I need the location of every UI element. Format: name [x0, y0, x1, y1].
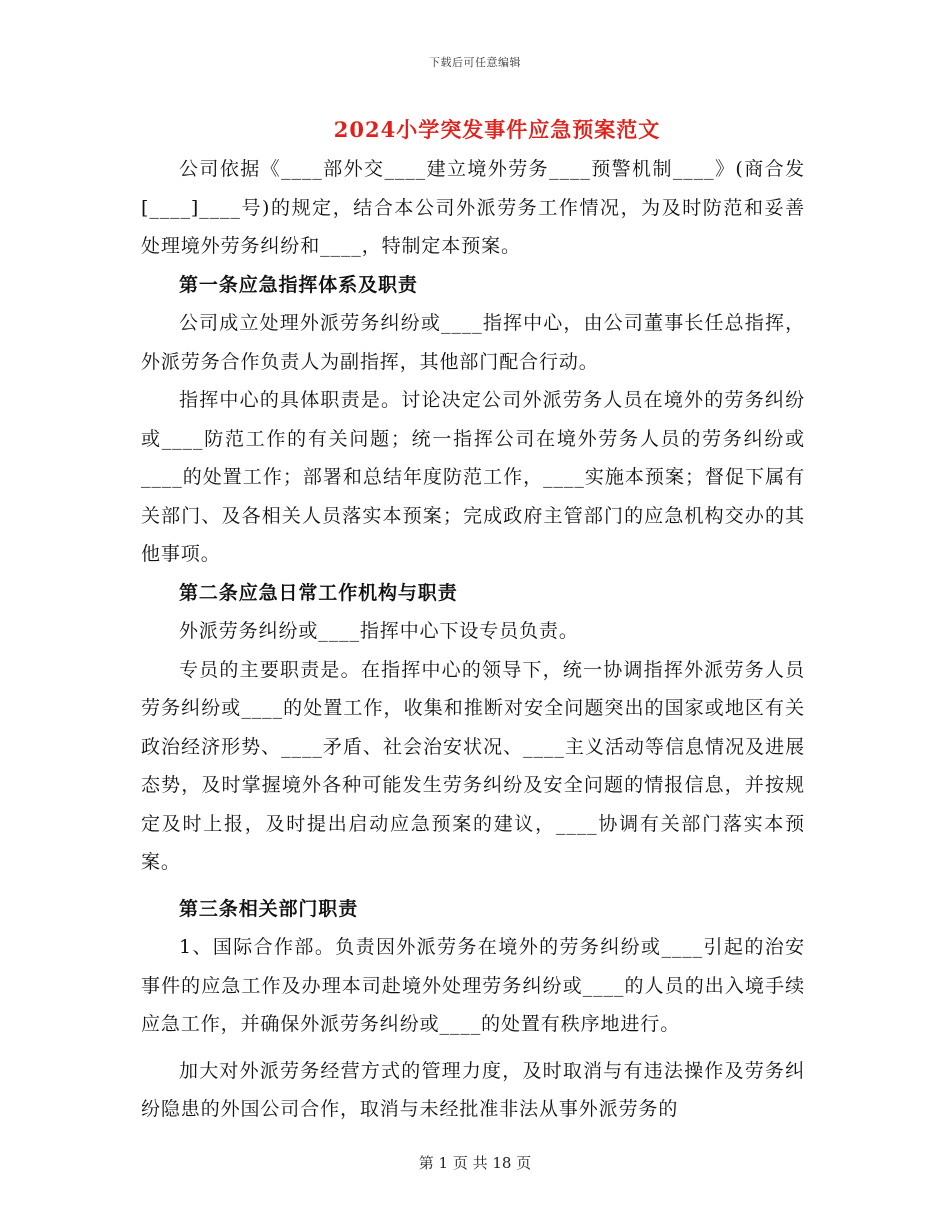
document-body	[141, 150, 805, 1129]
paragraph: 加大对外派劳务经营方式的管理力度，及时取消与有违法操作及劳务纠纷隐患的外国公司合作，取消与未经批准非法从事外派劳务的	[141, 1059, 805, 1120]
paragraph-intro: 公司依据《____部外交____建立境外劳务____预警机制____》(商合发[____]____号)的规定，结合本公司外派劳务工作情况，为及时防范和妥善处理境外劳务纠纷和____，特制定本预案。	[141, 158, 805, 257]
header-note: 下载后可任意编辑	[429, 56, 521, 69]
paragraph: 指挥中心的具体职责是。讨论决定公司外派劳务人员在境外的劳务纠纷或____防范工作的有关问题；统一指挥公司在境外劳务人员的劳务纠纷或____的处置工作；部署和总结年度防范工作，____实施本预案；督促下属有关部门、及各相关人员落实本预案；完成政府主管部门的应急机构交办的其他事项。	[141, 389, 805, 565]
page-number: 第 1 页 共 18 页	[418, 1154, 532, 1172]
section-heading-3: 第三条相关部门职责	[179, 897, 359, 920]
document-title: 2024小学突发事件应急预案范文	[333, 117, 661, 142]
paragraph: 专员的主要职责是。在指挥中心的领导下，统一协调指挥外派劳务人员劳务纠纷或____的处置工作，收集和推断对安全问题突出的国家或地区有关政治经济形势、____矛盾、社会治安状况、____主义活动等信息情况及进展态势，及时掌握境外各种可能发生劳务纠纷及安全问题的情报信息，并按规定及时上报，及时提出启动应急预案的建议，____协调有关部门落实本预案。	[141, 658, 805, 873]
paragraph: 外派劳务纠纷或____指挥中心下设专员负责。	[179, 620, 579, 642]
section-heading-2: 第二条应急日常工作机构与职责	[179, 581, 458, 604]
paragraph: 1、国际合作部。负责因外派劳务在境外的劳务纠纷或____引起的治安事件的应急工作及办理本司赴境外处理劳务纠纷或____的人员的出入境手续应急工作，并确保外派劳务纠纷或____的处置有秩序地进行。	[141, 936, 805, 1035]
paragraph: 公司成立处理外派劳务纠纷或____指挥中心，由公司董事长任总指挥，外派劳务合作负责人为副指挥，其他部门配合行动。	[141, 312, 805, 373]
section-heading-1: 第一条应急指挥体系及职责	[179, 273, 418, 296]
